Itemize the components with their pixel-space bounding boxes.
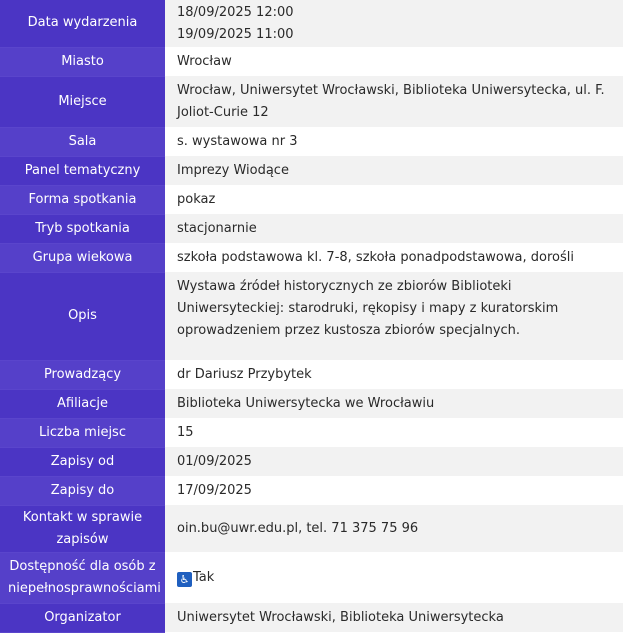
value-room: s. wystawowa nr 3 <box>165 127 623 156</box>
row-city <box>0 47 623 76</box>
label-registration-from: Zapisy od <box>0 447 165 476</box>
row-description <box>0 272 623 360</box>
value-description: Wystawa źródeł historycznych ze zbiorów Biblioteki Uniwersyteckiej: starodruki, rękopisy i mapy z kuratorskim oprowadzeniem przez kustosza zbiorów specjalnych. <box>165 272 623 360</box>
row-event-date <box>0 0 623 47</box>
value-affiliations: Biblioteka Uniwersytecka we Wrocławiu <box>165 389 623 418</box>
row-age-group <box>0 243 623 272</box>
row-meeting-mode <box>0 214 623 243</box>
value-registration-to: 17/09/2025 <box>165 476 623 505</box>
wheelchair-icon: ♿ <box>177 572 192 587</box>
label-meeting-mode: Tryb spotkania <box>0 214 165 243</box>
row-accessibility <box>0 552 623 603</box>
value-host: dr Dariusz Przybytek <box>165 360 623 389</box>
row-registration-from <box>0 447 623 476</box>
value-city: Wrocław <box>165 47 623 76</box>
label-accessibility: Dostępność dla osób z niepełnosprawnościami <box>0 552 165 603</box>
row-organizer <box>0 603 623 632</box>
label-theme-panel: Panel tematyczny <box>0 156 165 185</box>
label-event-date: Data wydarzenia <box>0 0 165 47</box>
event-date-line-2: 19/09/2025 11:00 <box>177 26 294 42</box>
value-seats: 15 <box>165 418 623 447</box>
row-host <box>0 360 623 389</box>
row-affiliations <box>0 389 623 418</box>
value-registration-from: 01/09/2025 <box>165 447 623 476</box>
row-theme-panel <box>0 156 623 185</box>
row-venue <box>0 76 623 127</box>
value-registration-contact: oin.bu@uwr.edu.pl, tel. 71 375 75 96 <box>165 505 623 552</box>
label-age-group: Grupa wiekowa <box>0 243 165 272</box>
row-registration-contact <box>0 505 623 552</box>
accessibility-value: Tak <box>193 569 215 585</box>
row-registration-to <box>0 476 623 505</box>
value-meeting-mode: stacjonarnie <box>165 214 623 243</box>
row-room <box>0 127 623 156</box>
label-description: Opis <box>0 272 165 360</box>
label-registration-contact: Kontakt w sprawie zapisów <box>0 505 165 552</box>
label-affiliations: Afiliacje <box>0 389 165 418</box>
value-organizer: Uniwersytet Wrocławski, Biblioteka Uniwersytecka <box>165 603 623 632</box>
label-venue: Miejsce <box>0 76 165 127</box>
label-city: Miasto <box>0 47 165 76</box>
label-registration-to: Zapisy do <box>0 476 165 505</box>
value-venue: Wrocław, Uniwersytet Wrocławski, Biblioteka Uniwersytecka, ul. F. Joliot-Curie 12 <box>165 76 623 127</box>
label-host: Prowadzący <box>0 360 165 389</box>
value-accessibility <box>165 552 623 603</box>
event-date-line-1: 18/09/2025 12:00 <box>177 4 294 20</box>
label-seats: Liczba miejsc <box>0 418 165 447</box>
label-meeting-form: Forma spotkania <box>0 185 165 214</box>
label-organizer: Organizator <box>0 603 165 632</box>
value-meeting-form: pokaz <box>165 185 623 214</box>
row-seats <box>0 418 623 447</box>
value-theme-panel: Imprezy Wiodące <box>165 156 623 185</box>
row-meeting-form <box>0 185 623 214</box>
value-age-group: szkoła podstawowa kl. 7-8, szkoła ponadpodstawowa, dorośli <box>165 243 623 272</box>
label-room: Sala <box>0 127 165 156</box>
value-event-date <box>165 0 623 47</box>
